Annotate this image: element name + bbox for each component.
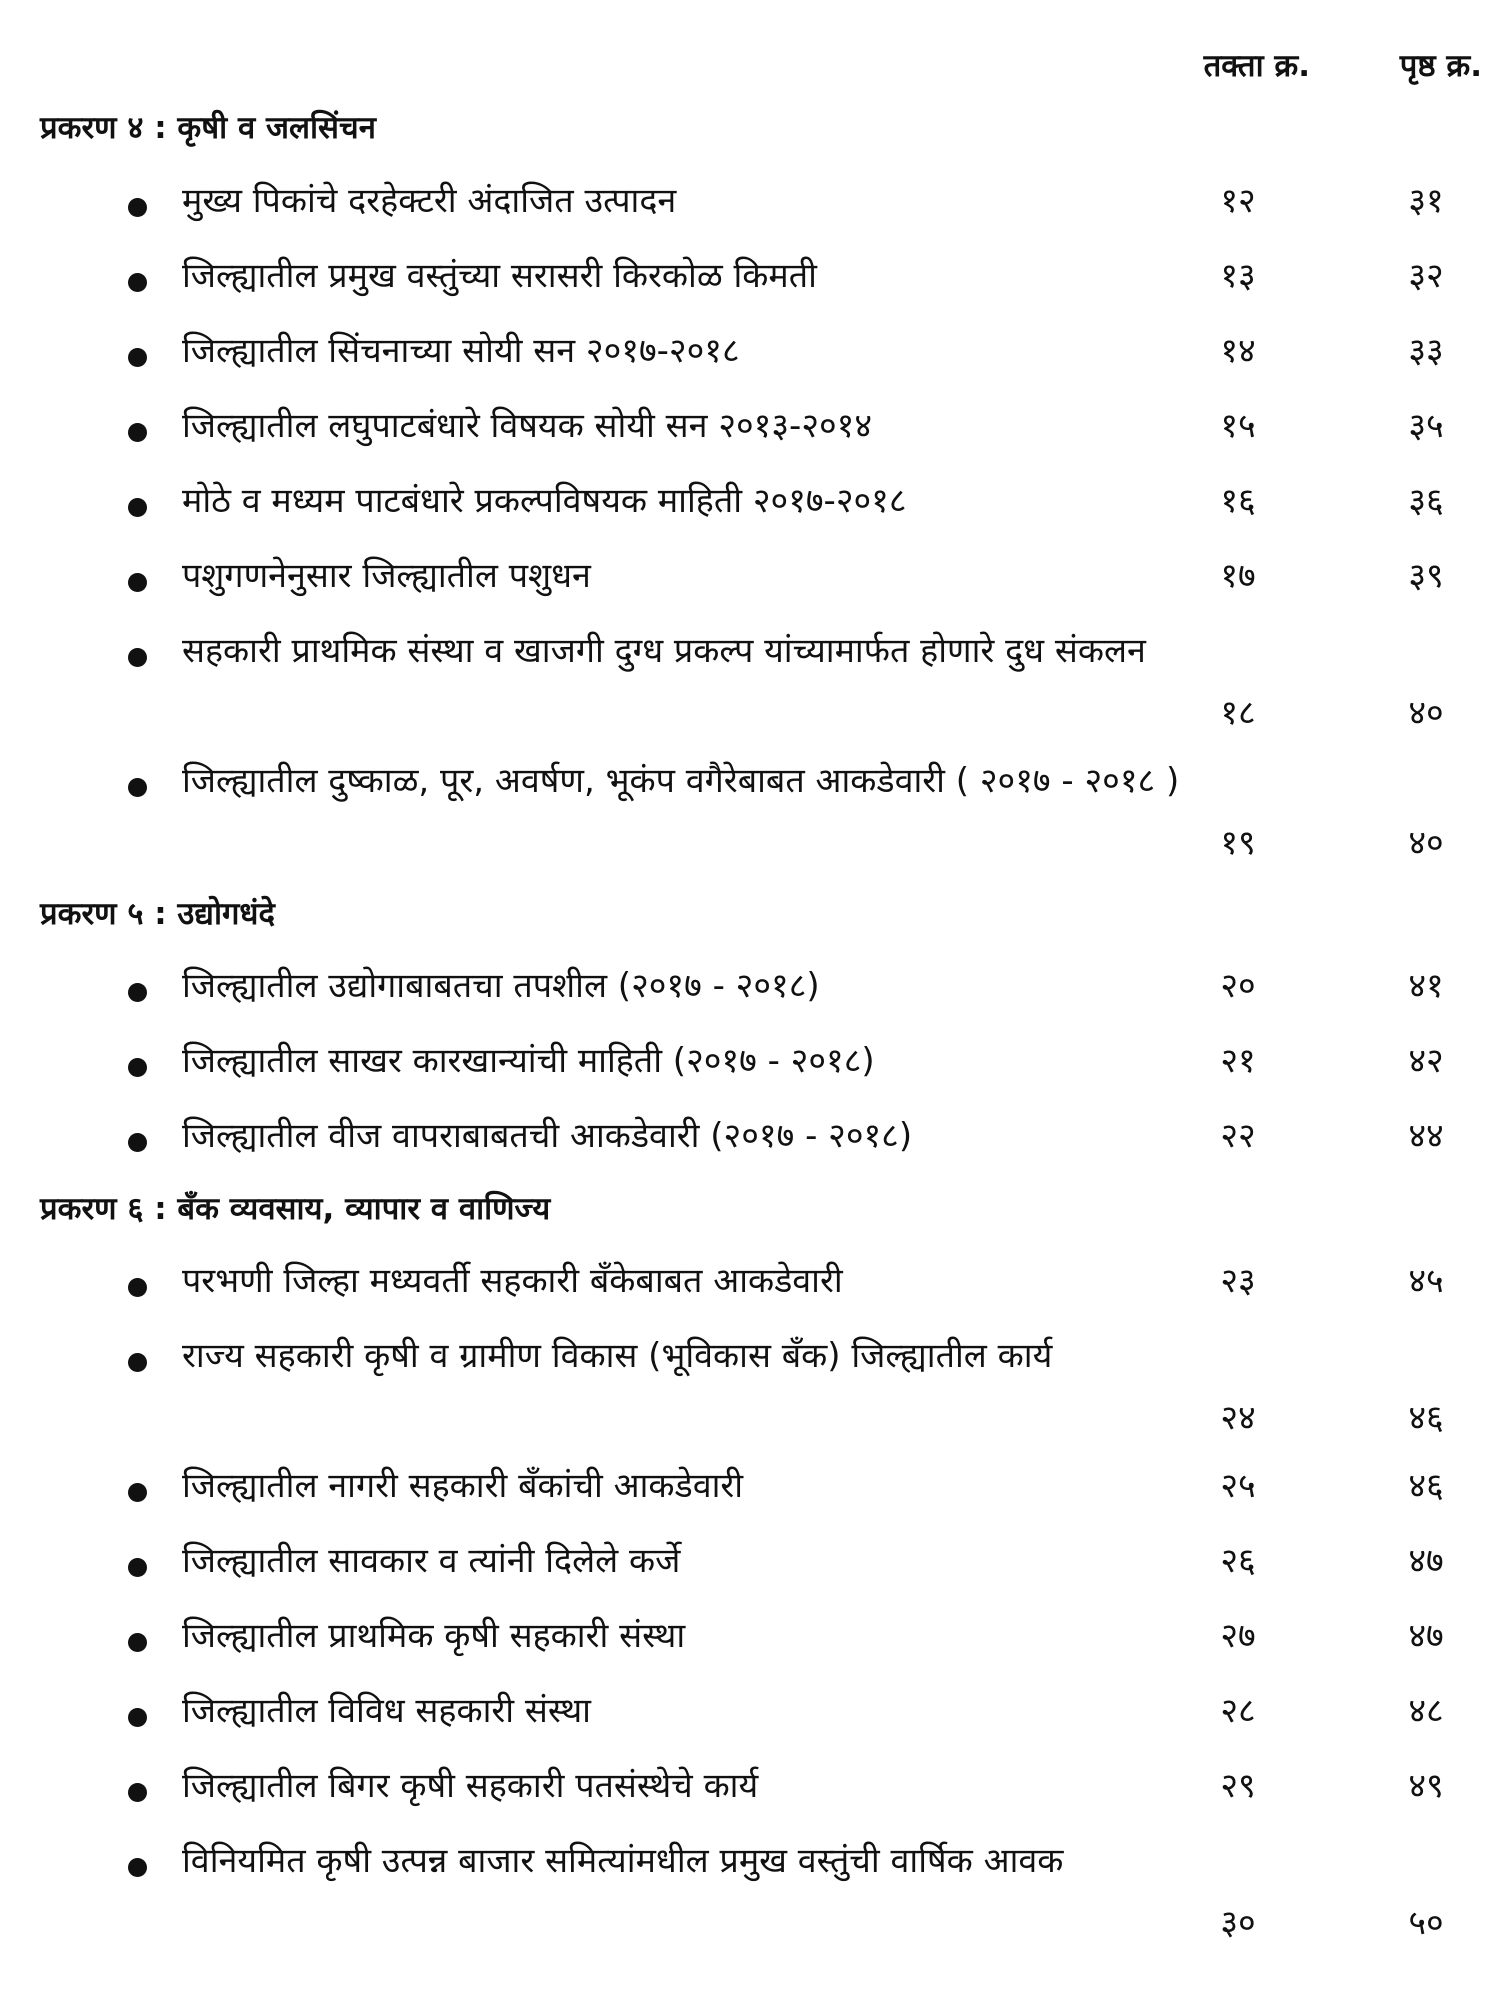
entry-title: जिल्ह्यातील प्राथमिक कृषी सहकारी संस्था [182,1616,686,1656]
table-number: २७ [1220,1616,1256,1656]
page-number: ४१ [1408,966,1444,1006]
entry-title: जिल्ह्यातील साखर कारखान्यांची माहिती (२०१७ - २०१८) [182,1041,875,1081]
table-number: १९ [1220,823,1256,863]
table-number: १४ [1220,331,1256,371]
entry-title: मोठे व मध्यम पाटबंधारे प्रकल्पविषयक माहिती २०१७-२०१८ [182,481,907,521]
page-number: ४७ [1408,1541,1444,1581]
table-number: २२ [1220,1116,1256,1156]
entry-title: परभणी जिल्हा मध्यवर्ती सहकारी बँकेबाबत आकडेवारी [182,1261,843,1301]
bullet-icon [128,648,147,667]
table-number: ३० [1220,1903,1256,1943]
table-number: १२ [1220,181,1256,221]
bullet-icon [128,1708,147,1727]
chapter-heading: प्रकरण ६ : बँक व्यवसाय, व्यापार व वाणिज्य [40,1191,551,1227]
chapter-heading: प्रकरण ५ : उद्योगधंदे [40,896,275,932]
page-number: ४८ [1408,1691,1444,1731]
bullet-icon [128,573,147,592]
table-number: १५ [1220,406,1256,446]
entry-title: पशुगणनेनुसार जिल्ह्यातील पशुधन [182,556,591,596]
bullet-icon [128,1558,147,1577]
entry-title: जिल्ह्यातील प्रमुख वस्तुंच्या सरासरी किरकोळ किमती [182,256,817,296]
bullet-icon [128,498,147,517]
page-number: ३५ [1408,406,1444,446]
bullet-icon [128,348,147,367]
entry-title: जिल्ह्यातील नागरी सहकारी बँकांची आकडेवारी [182,1466,744,1506]
table-number: २१ [1220,1041,1256,1081]
entry-title: जिल्ह्यातील उद्योगाबाबतचा तपशील (२०१७ - २०१८) [182,966,820,1006]
entry-title: जिल्ह्यातील लघुपाटबंधारे विषयक सोयी सन २०१३-२०१४ [182,406,873,446]
bullet-icon [128,1633,147,1652]
page-number: ४६ [1408,1466,1444,1506]
bullet-icon [128,1783,147,1802]
bullet-icon [128,1483,147,1502]
page-number-column-header: पृष्ठ क्र. [1399,48,1482,84]
bullet-icon [128,1353,147,1372]
entry-title: राज्य सहकारी कृषी व ग्रामीण विकास (भूविकास बँक) जिल्ह्यातील कार्य [182,1336,1053,1376]
page-number: ४७ [1408,1616,1444,1656]
entry-title: जिल्ह्यातील दुष्काळ, पूर, अवर्षण, भूकंप वगैरेबाबत आकडेवारी ( २०१७ - २०१८ ) [182,761,1180,801]
bullet-icon [128,198,147,217]
bullet-icon [128,778,147,797]
entry-title: मुख्य पिकांचे दरहेक्टरी अंदाजित उत्पादन [182,181,677,221]
table-number: २९ [1220,1766,1256,1806]
chapter-heading: प्रकरण ४ : कृषी व जलसिंचन [40,110,376,146]
page-number: ५० [1408,1903,1444,1943]
table-number: १३ [1220,256,1256,296]
bullet-icon [128,1858,147,1877]
table-number: २६ [1220,1541,1256,1581]
page-number: ४५ [1408,1261,1444,1301]
bullet-icon [128,1058,147,1077]
table-number: २० [1220,966,1256,1006]
bullet-icon [128,273,147,292]
entry-title: जिल्ह्यातील वीज वापराबाबतची आकडेवारी (२०१७ - २०१८) [182,1116,913,1156]
page-number: ३२ [1408,256,1444,296]
page-number: ४६ [1408,1398,1444,1438]
entry-title: विनियमित कृषी उत्पन्न बाजार समित्यांमधील प्रमुख वस्तुंची वार्षिक आवक [182,1841,1064,1881]
table-number: २८ [1220,1691,1256,1731]
page-number: ३१ [1408,181,1444,221]
entry-title: जिल्ह्यातील बिगर कृषी सहकारी पतसंस्थेचे कार्य [182,1766,759,1806]
page-number: ४० [1408,823,1444,863]
table-number: १६ [1220,481,1256,521]
table-number: २५ [1220,1466,1256,1506]
page-number: ४० [1408,693,1444,733]
table-number: १८ [1220,693,1256,733]
bullet-icon [128,1278,147,1297]
entry-title: जिल्ह्यातील सिंचनाच्या सोयी सन २०१७-२०१८ [182,331,740,371]
page-number: ४९ [1408,1766,1444,1806]
page-number: ४४ [1408,1116,1444,1156]
page-number: ४२ [1408,1041,1444,1081]
bullet-icon [128,423,147,442]
bullet-icon [128,983,147,1002]
entry-title: जिल्ह्यातील विविध सहकारी संस्था [182,1691,591,1731]
table-number: २४ [1220,1398,1256,1438]
entry-title: जिल्ह्यातील सावकार व त्यांनी दिलेले कर्जे [182,1541,681,1581]
page-number: ३९ [1408,556,1444,596]
page-number: ३६ [1408,481,1444,521]
entry-title: सहकारी प्राथमिक संस्था व खाजगी दुग्ध प्रकल्प यांच्यामार्फत होणारे दुध संकलन [182,631,1146,671]
page-number: ३३ [1408,331,1444,371]
bullet-icon [128,1133,147,1152]
table-number: १७ [1220,556,1256,596]
table-number: २३ [1220,1261,1256,1301]
table-number-column-header: तक्ता क्र. [1203,48,1310,84]
